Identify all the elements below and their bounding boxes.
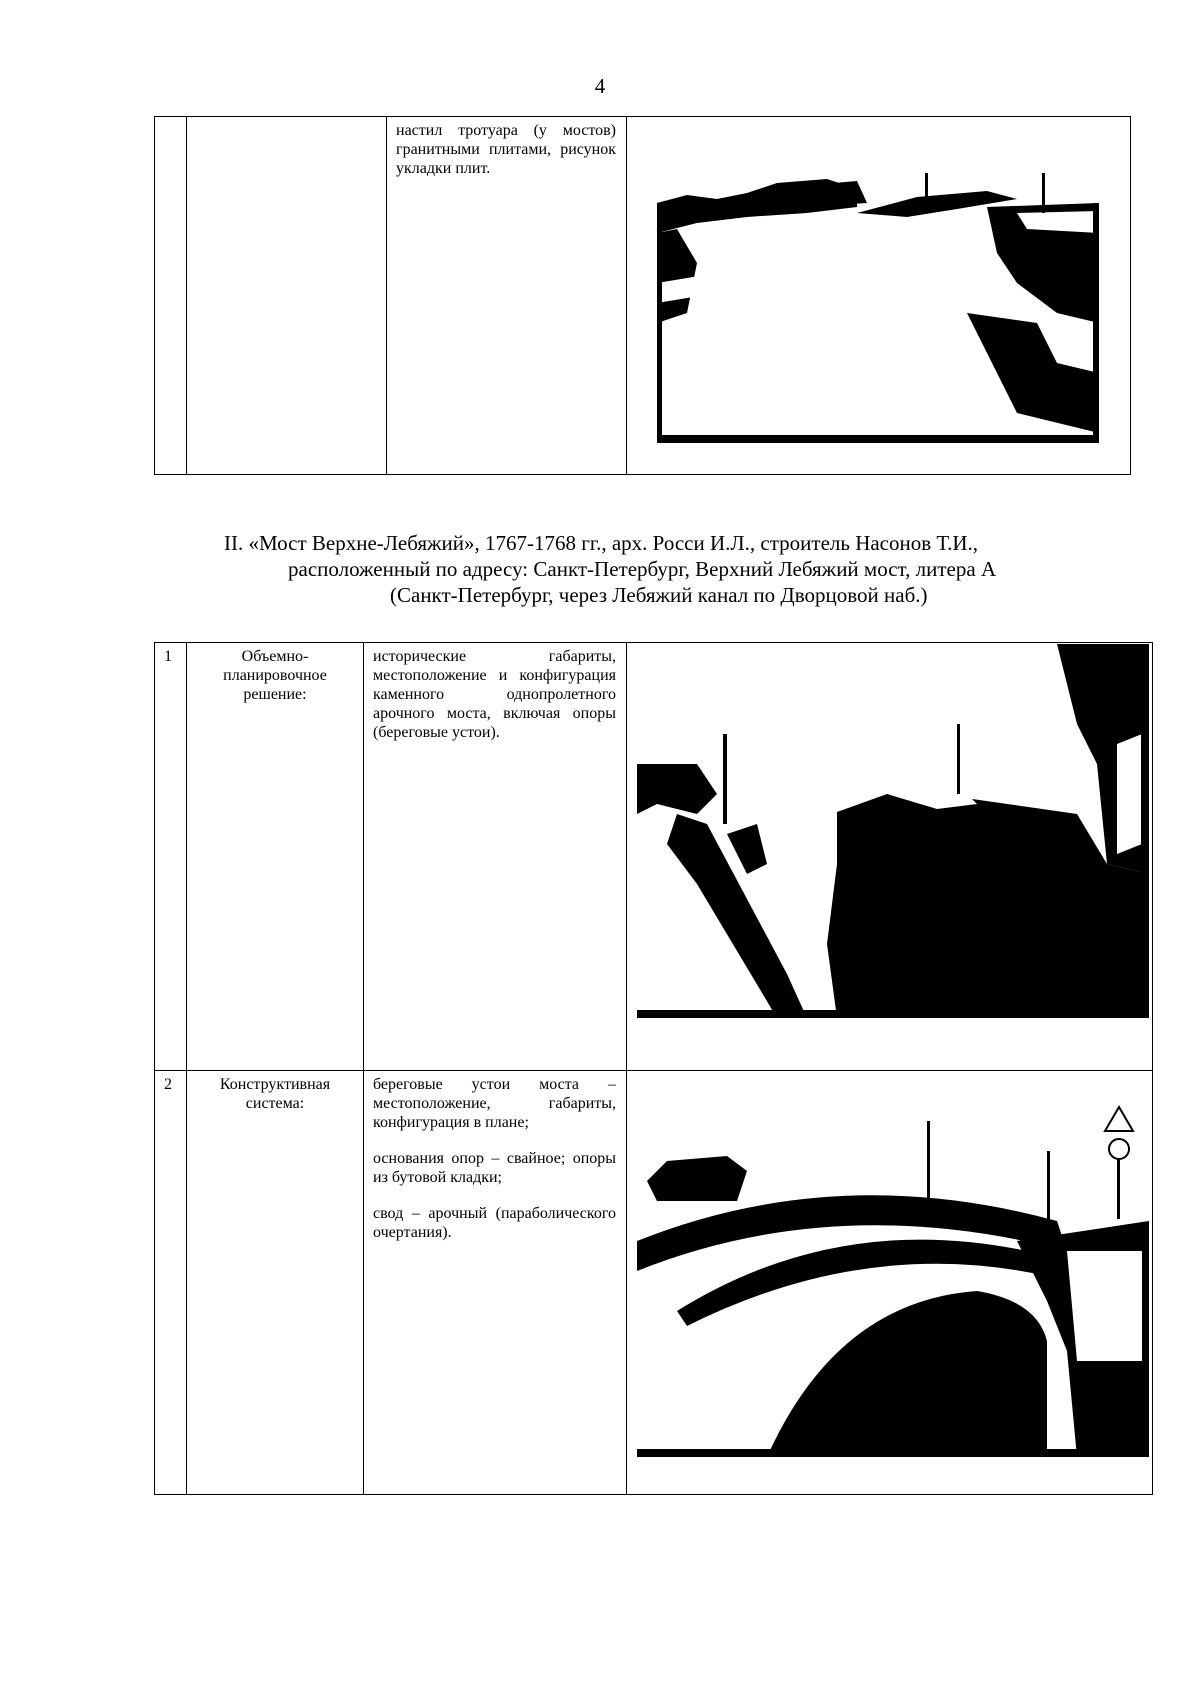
top-table <box>154 116 1131 475</box>
top-table-photo-cell <box>627 117 1131 475</box>
main-table <box>154 642 1153 1495</box>
row2-photo-cell <box>627 1071 1153 1495</box>
row2-description-text-2: основания опор – свайное; опоры из бутовой кладки; <box>373 1150 616 1186</box>
row2-description <box>364 1071 627 1495</box>
row2-description-text-1: береговые устои моста – местоположение, габариты, конфигурация в плане; <box>373 1076 616 1131</box>
bridge-photo-2 <box>637 1101 1149 1457</box>
photo-icon <box>657 173 1099 443</box>
row2-description-text-3: свод – арочный (параболического очертания). <box>373 1205 616 1241</box>
row1-number: 1 <box>155 643 187 1071</box>
row1-name: Объемно-планировочное решение: <box>187 643 364 1071</box>
top-table-num-cell <box>155 117 187 475</box>
sidewalk-photo <box>657 173 1099 443</box>
row2-number: 2 <box>155 1071 187 1495</box>
row1-description-text: исторические габариты, местоположение и конфигурация каменного однопролетного арочного моста, включая опоры (береговые устои). <box>373 648 616 741</box>
row1-description <box>364 643 627 1071</box>
top-table-description <box>387 117 627 475</box>
top-table-name-cell <box>187 117 387 475</box>
row1-photo-cell <box>627 643 1153 1071</box>
bridge-photo-1 <box>637 644 1149 1018</box>
section-heading-line2: расположенный по адресу: Санкт-Петербург, Верхний Лебяжий мост, литера А <box>288 557 997 581</box>
table-row <box>155 643 1153 1071</box>
page-number: 4 <box>594 74 606 98</box>
row2-name: Конструктивная система: <box>187 1071 364 1495</box>
section-heading-line1: II. «Мост Верхне-Лебяжий», 1767-1768 гг., арх. Росси И.Л., строитель Насонов Т.И., <box>224 531 979 555</box>
table-row <box>155 1071 1153 1495</box>
section-heading-line3: (Санкт-Петербург, через Лебяжий канал по Дворцовой наб.) <box>390 583 928 607</box>
photo-icon <box>637 644 1149 1018</box>
photo-icon <box>637 1101 1149 1457</box>
top-table-description-text: настил тротуара (у мостов) гранитными плитами, рисунок укладки плит. <box>396 122 616 177</box>
section-heading <box>210 530 1130 608</box>
